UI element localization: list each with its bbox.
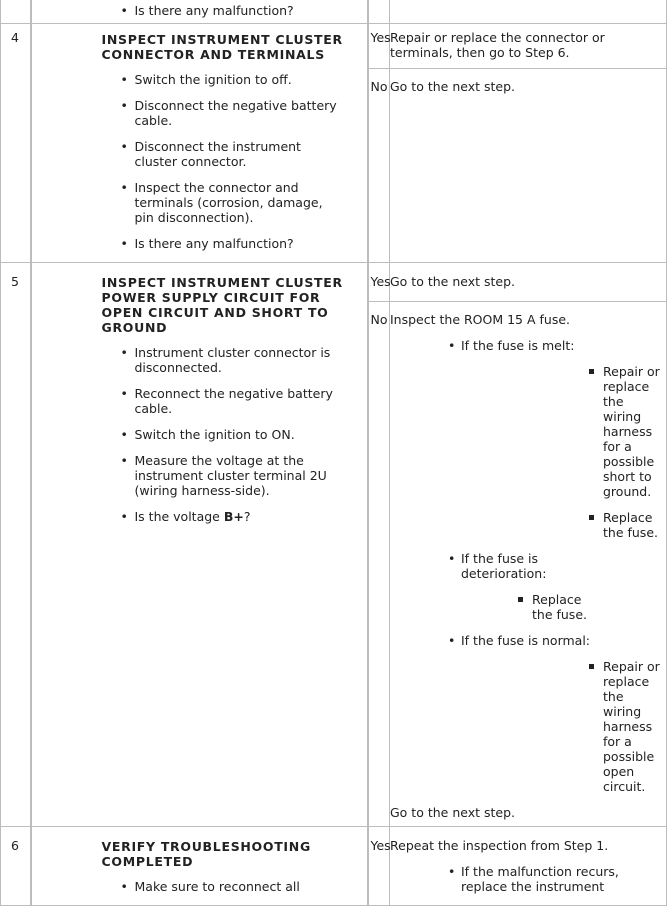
no-result-cell [390,69,667,263]
table-row-step-5 [1,263,667,302]
step-title: INSPECT INSTRUMENT CLUSTER POWER SUPPLY CIRCUIT FOR OPEN CIRCUIT AND SHORT TO GROUND [101,275,343,335]
step-number: 6 [1,827,31,906]
no-result-outro: Go to the next step. [390,805,515,820]
no-label-cell [368,69,390,263]
action-item: • Is there any malfunction? [135,3,367,18]
yes-result: Go to the next step. [390,274,515,289]
sub-action-item: Replace the fuse. [532,592,592,622]
action-cell [31,24,368,263]
action-item: • Instrument cluster connector is disconnected. [135,345,367,375]
action-item: • Switch the ignition to ON. [135,427,367,442]
yes-result-cell [390,24,667,69]
no-label: No [370,79,388,94]
no-result-cell [390,302,667,827]
action-item: • Is the voltage B+? [135,509,367,524]
yes-result: Repeat the inspection from Step 1. [390,838,609,853]
step-title: INSPECT INSTRUMENT CLUSTER CONNECTOR AND TERMINALS [101,32,343,62]
yesno-cell [368,0,390,24]
yes-result-cell [390,263,667,302]
action-item: • Disconnect the negative battery cable. [135,98,367,128]
step-title: VERIFY TROUBLESHOOTING COMPLETED [101,839,311,869]
action-item: • Make sure to reconnect all [135,879,367,894]
yes-label: Yes [370,838,391,853]
action-cell [31,263,368,827]
yes-label-cell [368,827,390,906]
sub-action-item: Repair or replace the wiring harness for a possible open circuit. [603,659,663,794]
table-row-continuation [1,0,667,24]
condition-item: • If the malfunction recurs, replace the instrument [461,864,636,894]
step-number: 4 [1,24,31,263]
step-number-cell [1,0,31,24]
yes-label-cell [368,263,390,302]
sub-action-item: Repair or replace the wiring harness for a possible short to ground. [603,364,663,499]
yes-result: Repair or replace the connector or terminals, then go to Step 6. [390,30,605,60]
condition-item: • If the fuse is deterioration: Replace the fuse. [461,551,611,622]
no-label: No [370,312,388,327]
yes-label: Yes [370,274,391,289]
action-cell [31,827,368,906]
yes-label: Yes [370,30,391,45]
no-label-cell [368,302,390,827]
action-item: • Inspect the connector and terminals (corrosion, damage, pin disconnection). [135,180,367,225]
yes-result-cell [390,827,667,906]
table-row-step-4 [1,24,667,69]
step-number: 5 [1,263,31,827]
sub-action-item: Replace the fuse. [603,510,663,540]
result-cell [390,0,667,24]
yes-label-cell [368,24,390,69]
no-result-intro: Inspect the ROOM 15 A fuse. [390,312,571,327]
condition-item: • If the fuse is normal: Repair or replace the wiring harness for a possible open circuit. [461,633,666,794]
no-result: Go to the next step. [390,79,515,94]
action-item: • Reconnect the negative battery cable. [135,386,367,416]
action-item: • Switch the ignition to off. [135,72,367,87]
action-item: • Measure the voltage at the instrument cluster terminal 2U (wiring harness-side). [135,453,367,498]
action-item: • Disconnect the instrument cluster connector. [135,139,367,169]
action-cell [31,0,368,24]
table-row-step-6 [1,827,667,906]
action-item: • Is there any malfunction? [135,236,367,251]
condition-item: • If the fuse is melt: Repair or replace the wiring harness for a possible short to ground. Replace the fuse. [461,338,666,540]
